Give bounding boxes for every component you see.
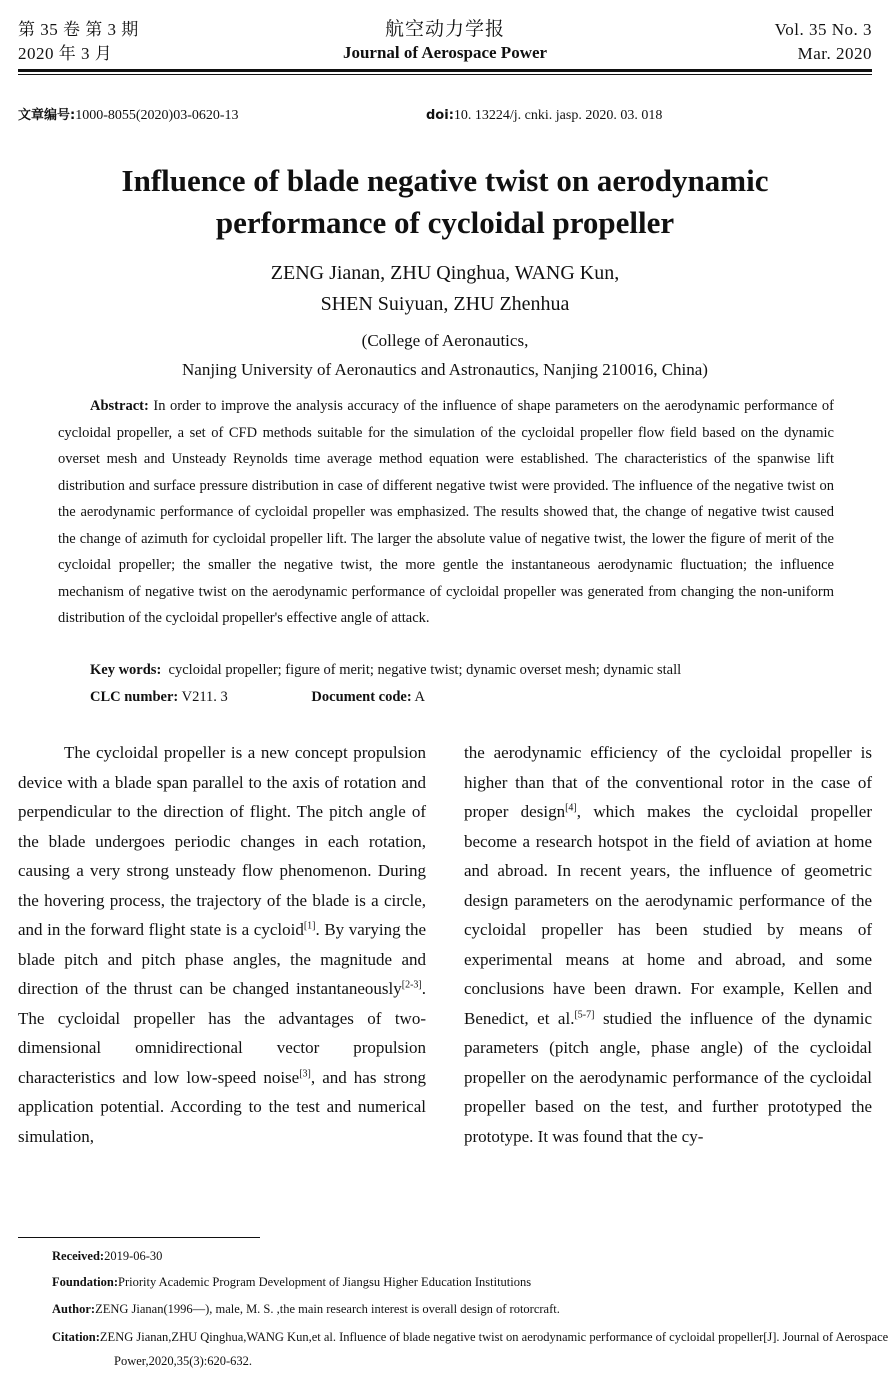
citation-ref[interactable]: [1] [303, 920, 316, 932]
issue-date: 2020 年 3 月 [18, 44, 113, 63]
doi-value[interactable]: 10. 13224/j. cnki. jasp. 2020. 03. 018 [453, 108, 663, 123]
author-value: ZENG Jianan(1996—), male, M. S. ,the main research interest is overall design of rotorcraft. [95, 1302, 560, 1316]
footnote-rule [18, 1237, 260, 1238]
citation-ref[interactable]: [3] [299, 1067, 311, 1079]
foundation-value: Priority Academic Program Development of Jiangsu Higher Education Institutions [118, 1275, 532, 1289]
footnote-foundation [52, 1272, 874, 1292]
clc-line [90, 684, 425, 710]
body-column-right [464, 738, 872, 1151]
citation-value: ZENG Jianan,ZHU Qinghua,WANG Kun,et al. Influence of blade negative twist on aerodynamic performance of cycloidal propeller[J]. Journal of Aerospace Power,2020,35(3):620-632. [99, 1330, 889, 1368]
citation-label: Citation: [52, 1330, 100, 1344]
authors [0, 258, 890, 320]
body-right-text-3: studied the influence of the dynamic parameters (pitch angle, phase angle) of the cycloidal propeller on the aerodynamic performance of the cycloidal propeller based on the test, and further prototyped the prototype. It was found that the cy- [464, 1008, 872, 1146]
affiliation-line-2: Nanjing University of Aeronautics and Astronautics, Nanjing 210016, China) [182, 360, 708, 379]
volume-issue: 第 35 卷 第 3 期 [18, 20, 139, 39]
authors-line-2: SHEN Suiyuan, ZHU Zhenhua [320, 293, 570, 315]
affiliation-line-1: (College of Aeronautics, [361, 331, 529, 350]
journal-name [0, 16, 890, 64]
clc-value: V211. 3 [181, 689, 228, 705]
author-label: Author: [52, 1302, 96, 1316]
keywords-text: cycloidal propeller; figure of merit; negative twist; dynamic overset mesh; dynamic stall [168, 662, 682, 678]
keywords-label: Key words: [90, 662, 162, 678]
footnote-received [52, 1246, 874, 1266]
citation-ref[interactable]: [2-3] [401, 979, 422, 991]
title-line-1: Influence of blade negative twist on aerodynamic [121, 163, 769, 198]
footnote-citation [52, 1325, 890, 1373]
citation-ref[interactable]: [4] [565, 802, 577, 814]
journal-volume-info-en [775, 18, 872, 66]
journal-name-cn: 航空动力学报 [384, 18, 505, 40]
document-code-value: A [414, 689, 425, 705]
title-line-2: performance of cycloidal propeller [215, 205, 675, 240]
received-label: Received: [52, 1249, 105, 1263]
volume-issue-en: Vol. 35 No. 3 [774, 20, 872, 39]
article-number-label: 文章编号: [18, 108, 76, 123]
issue-date-en: Mar. 2020 [797, 44, 872, 63]
citation-ref[interactable]: [5-7] [574, 1008, 595, 1020]
abstract-label: Abstract: [90, 398, 149, 414]
article-number-value: 1000-8055(2020)03-0620-13 [75, 108, 239, 123]
abstract [58, 393, 834, 632]
journal-name-en: Journal of Aerospace Power [342, 43, 548, 62]
document-code-label: Document code: [311, 689, 412, 705]
body-right-text-1: the aerodynamic efficiency of the cycloidal propeller is higher than that of the conventional rotor in the case of proper design [464, 743, 872, 821]
header-rule-thin [18, 74, 872, 75]
doi [426, 106, 662, 126]
affiliation [0, 326, 890, 384]
body-left-text-1: The cycloidal propeller is a new concept propulsion device with a blade span parallel to the axis of rotation and perpendicular to the direction of flight. The pitch angle of the blade undergoes periodic changes in each rotation, causing a very strong unsteady flow phenomenon. During the hovering process, the trajectory of the blade is a circle, and in the forward flight state is a cycloid [18, 743, 426, 939]
body-right-text-2: , which makes the cycloidal propeller become a research hotspot in the field of aviation at home and abroad. In recent years, the influence of geometric design parameters on the aerodynamic performance of the cycloidal propeller has been studied by means of experimental means at home and abroad, and some conclusions have been drawn. For example, Kellen and Benedict, et al. [464, 802, 872, 1028]
foundation-label: Foundation: [52, 1275, 118, 1289]
footnote-author [52, 1299, 874, 1319]
clc-label: CLC number: [90, 689, 179, 705]
paper-title [0, 160, 890, 244]
doi-label: doi: [426, 108, 454, 123]
body-left-text-2: . By varying the blade pitch and pitch phase angles, the magnitude and direction of the thrust can be changed instantaneously [18, 920, 427, 998]
body-left-text-3: . The cycloidal propeller has the advantages of two-dimensional omnidirectional vector propulsion characteristics and low low-speed noise [18, 979, 426, 1087]
authors-line-1: ZENG Jianan, ZHU Qinghua, WANG Kun, [270, 262, 620, 284]
body-left-text-4: , and has strong application potential. According to the test and numerical simulation, [18, 1067, 426, 1146]
received-value: 2019-06-30 [104, 1249, 163, 1263]
article-number [18, 106, 239, 126]
body-column-left [18, 738, 426, 1151]
keywords [90, 657, 681, 683]
abstract-text: In order to improve the analysis accuracy of the influence of shape parameters on the aerodynamic performance of cycloidal propeller, a set of CFD methods suitable for the simulation of the cycloidal propeller flow field based on the dynamic overset mesh and Unsteady Reynolds time average method equation were established. The characteristics of the spanwise lift distribution and surface pressure distribution in case of different negative twist were provided. The influence of the negative twist on the aerodynamic performance of cycloidal propeller was emphasized. The results showed that, the change of negative twist caused the change of azimuth for cycloidal propeller lift. The larger the absolute value of negative twist, the lower the figure of merit of the cycloidal propeller; the smaller the negative twist, the more gentle the instantaneous aerodynamic fluctuation; the influence mechanism of negative twist on the aerodynamic performance of cycloidal propeller was generated from changing the non-uniform distribution of the cycloidal propeller's effective angle of attack. [58, 398, 834, 626]
header-rule-thick [18, 69, 872, 72]
